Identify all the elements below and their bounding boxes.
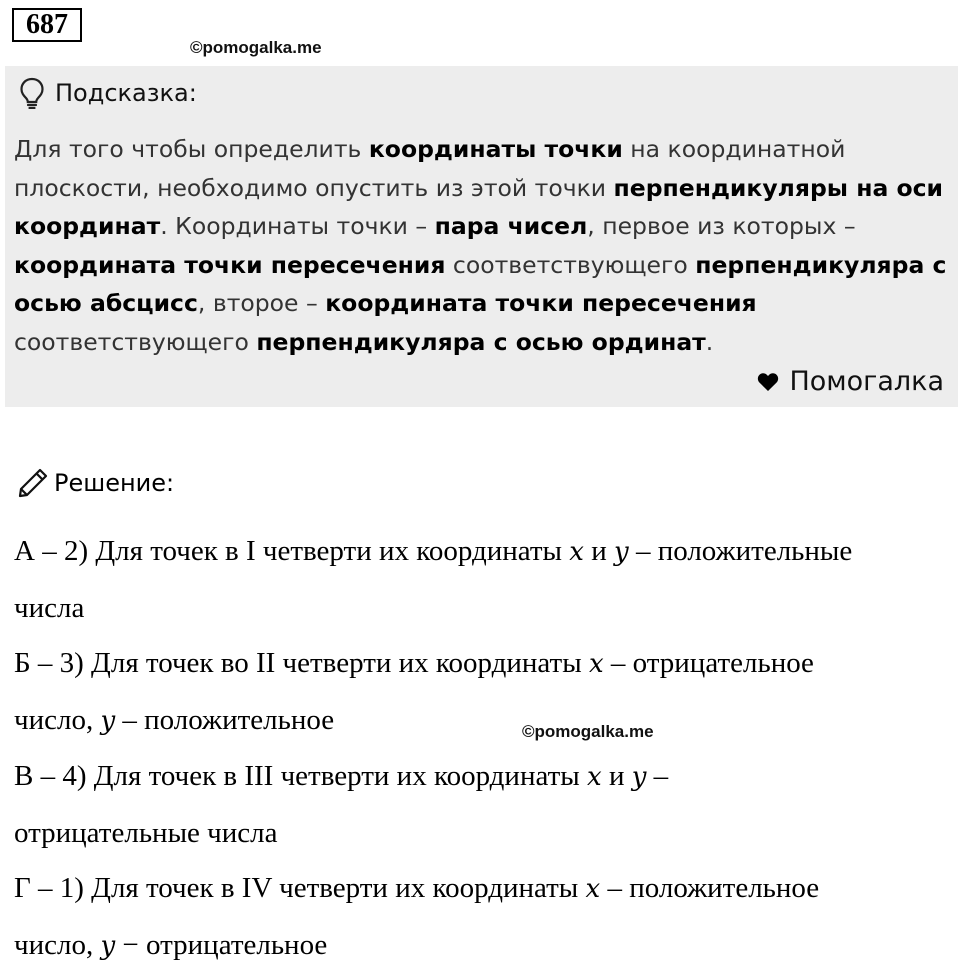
solution-line: [14, 918, 954, 974]
solution-text: отрицательные числа: [14, 817, 278, 849]
solution-header: [16, 466, 174, 500]
solution-text: число,: [14, 929, 100, 961]
hint-signature: [757, 366, 944, 397]
signature-label: Помогалка: [789, 366, 944, 397]
solution-title: Решение:: [54, 469, 174, 497]
hint-header: [19, 76, 197, 110]
solution-text: – положительное: [600, 872, 819, 904]
watermark-middle: ©pomogalka.me: [522, 722, 654, 742]
solution-text: − отрицательное: [115, 929, 327, 961]
solution-text: Г – 1) Для точек в IV четверти их координаты: [14, 872, 586, 904]
math-variable: x: [587, 762, 602, 792]
hint-text-segment: . Координаты точки –: [160, 212, 434, 240]
solution-text: Б – 3) Для точек во II четверти их координаты: [14, 647, 589, 679]
hint-emphasis: перпендикуляры на оси координат: [14, 174, 943, 241]
solution-line: [14, 581, 954, 637]
hint-title: Подсказка:: [55, 79, 197, 107]
hint-emphasis: перпендикуляра с осью ординат: [256, 328, 705, 356]
heart-icon: [757, 372, 779, 392]
solution-line: [14, 861, 954, 918]
hint-text-segment: , второе –: [198, 289, 325, 317]
solution-text: – отрицательное: [604, 647, 814, 679]
solution-text: В – 4) Для точек в III четверти их координаты: [14, 760, 587, 792]
pencil-icon: [16, 466, 50, 500]
math-variable: y: [100, 706, 115, 736]
solution-text: и: [584, 535, 614, 567]
math-variable: y: [614, 537, 629, 567]
solution-line: [14, 749, 954, 806]
hint-text-segment: .: [706, 328, 713, 356]
solution-text: А – 2) Для точек в I четверти их координаты: [14, 535, 569, 567]
math-variable: x: [589, 649, 604, 679]
hint-text-segment: , первое из которых –: [587, 212, 855, 240]
solution-body: [14, 524, 954, 974]
solution-line: [14, 693, 954, 750]
solution-text: число,: [14, 704, 100, 736]
hint-emphasis: пара чисел: [435, 212, 588, 240]
solution-line: [14, 636, 954, 693]
lightbulb-icon: [19, 77, 45, 109]
watermark-top: ©pomogalka.me: [190, 38, 322, 58]
solution-line: [14, 524, 954, 581]
hint-emphasis: координаты точки: [369, 135, 623, 163]
hint-emphasis: перпендикуляра с осью абсцисс: [14, 251, 946, 318]
hint-emphasis: координата точки пересечения: [14, 251, 445, 279]
solution-text: – положительные: [629, 535, 853, 567]
math-variable: x: [569, 537, 584, 567]
hint-text: [14, 130, 949, 361]
hint-emphasis: координата точки пересечения: [325, 289, 756, 317]
solution-text: –: [646, 760, 668, 792]
hint-box: [5, 66, 958, 407]
math-variable: y: [632, 762, 647, 792]
solution-text: – положительное: [115, 704, 334, 736]
math-variable: x: [586, 874, 601, 904]
hint-text-segment: на координатной плоскости, необходимо опустить из этой точки: [14, 135, 845, 202]
solution-line: [14, 806, 954, 862]
hint-text-segment: соответствующего: [445, 251, 695, 279]
solution-text: и: [602, 760, 632, 792]
solution-text: числа: [14, 592, 84, 624]
math-variable: y: [100, 931, 115, 961]
hint-text-segment: Для того чтобы определить: [14, 135, 369, 163]
hint-text-segment: соответствующего: [14, 328, 256, 356]
task-number: 687: [12, 8, 82, 42]
